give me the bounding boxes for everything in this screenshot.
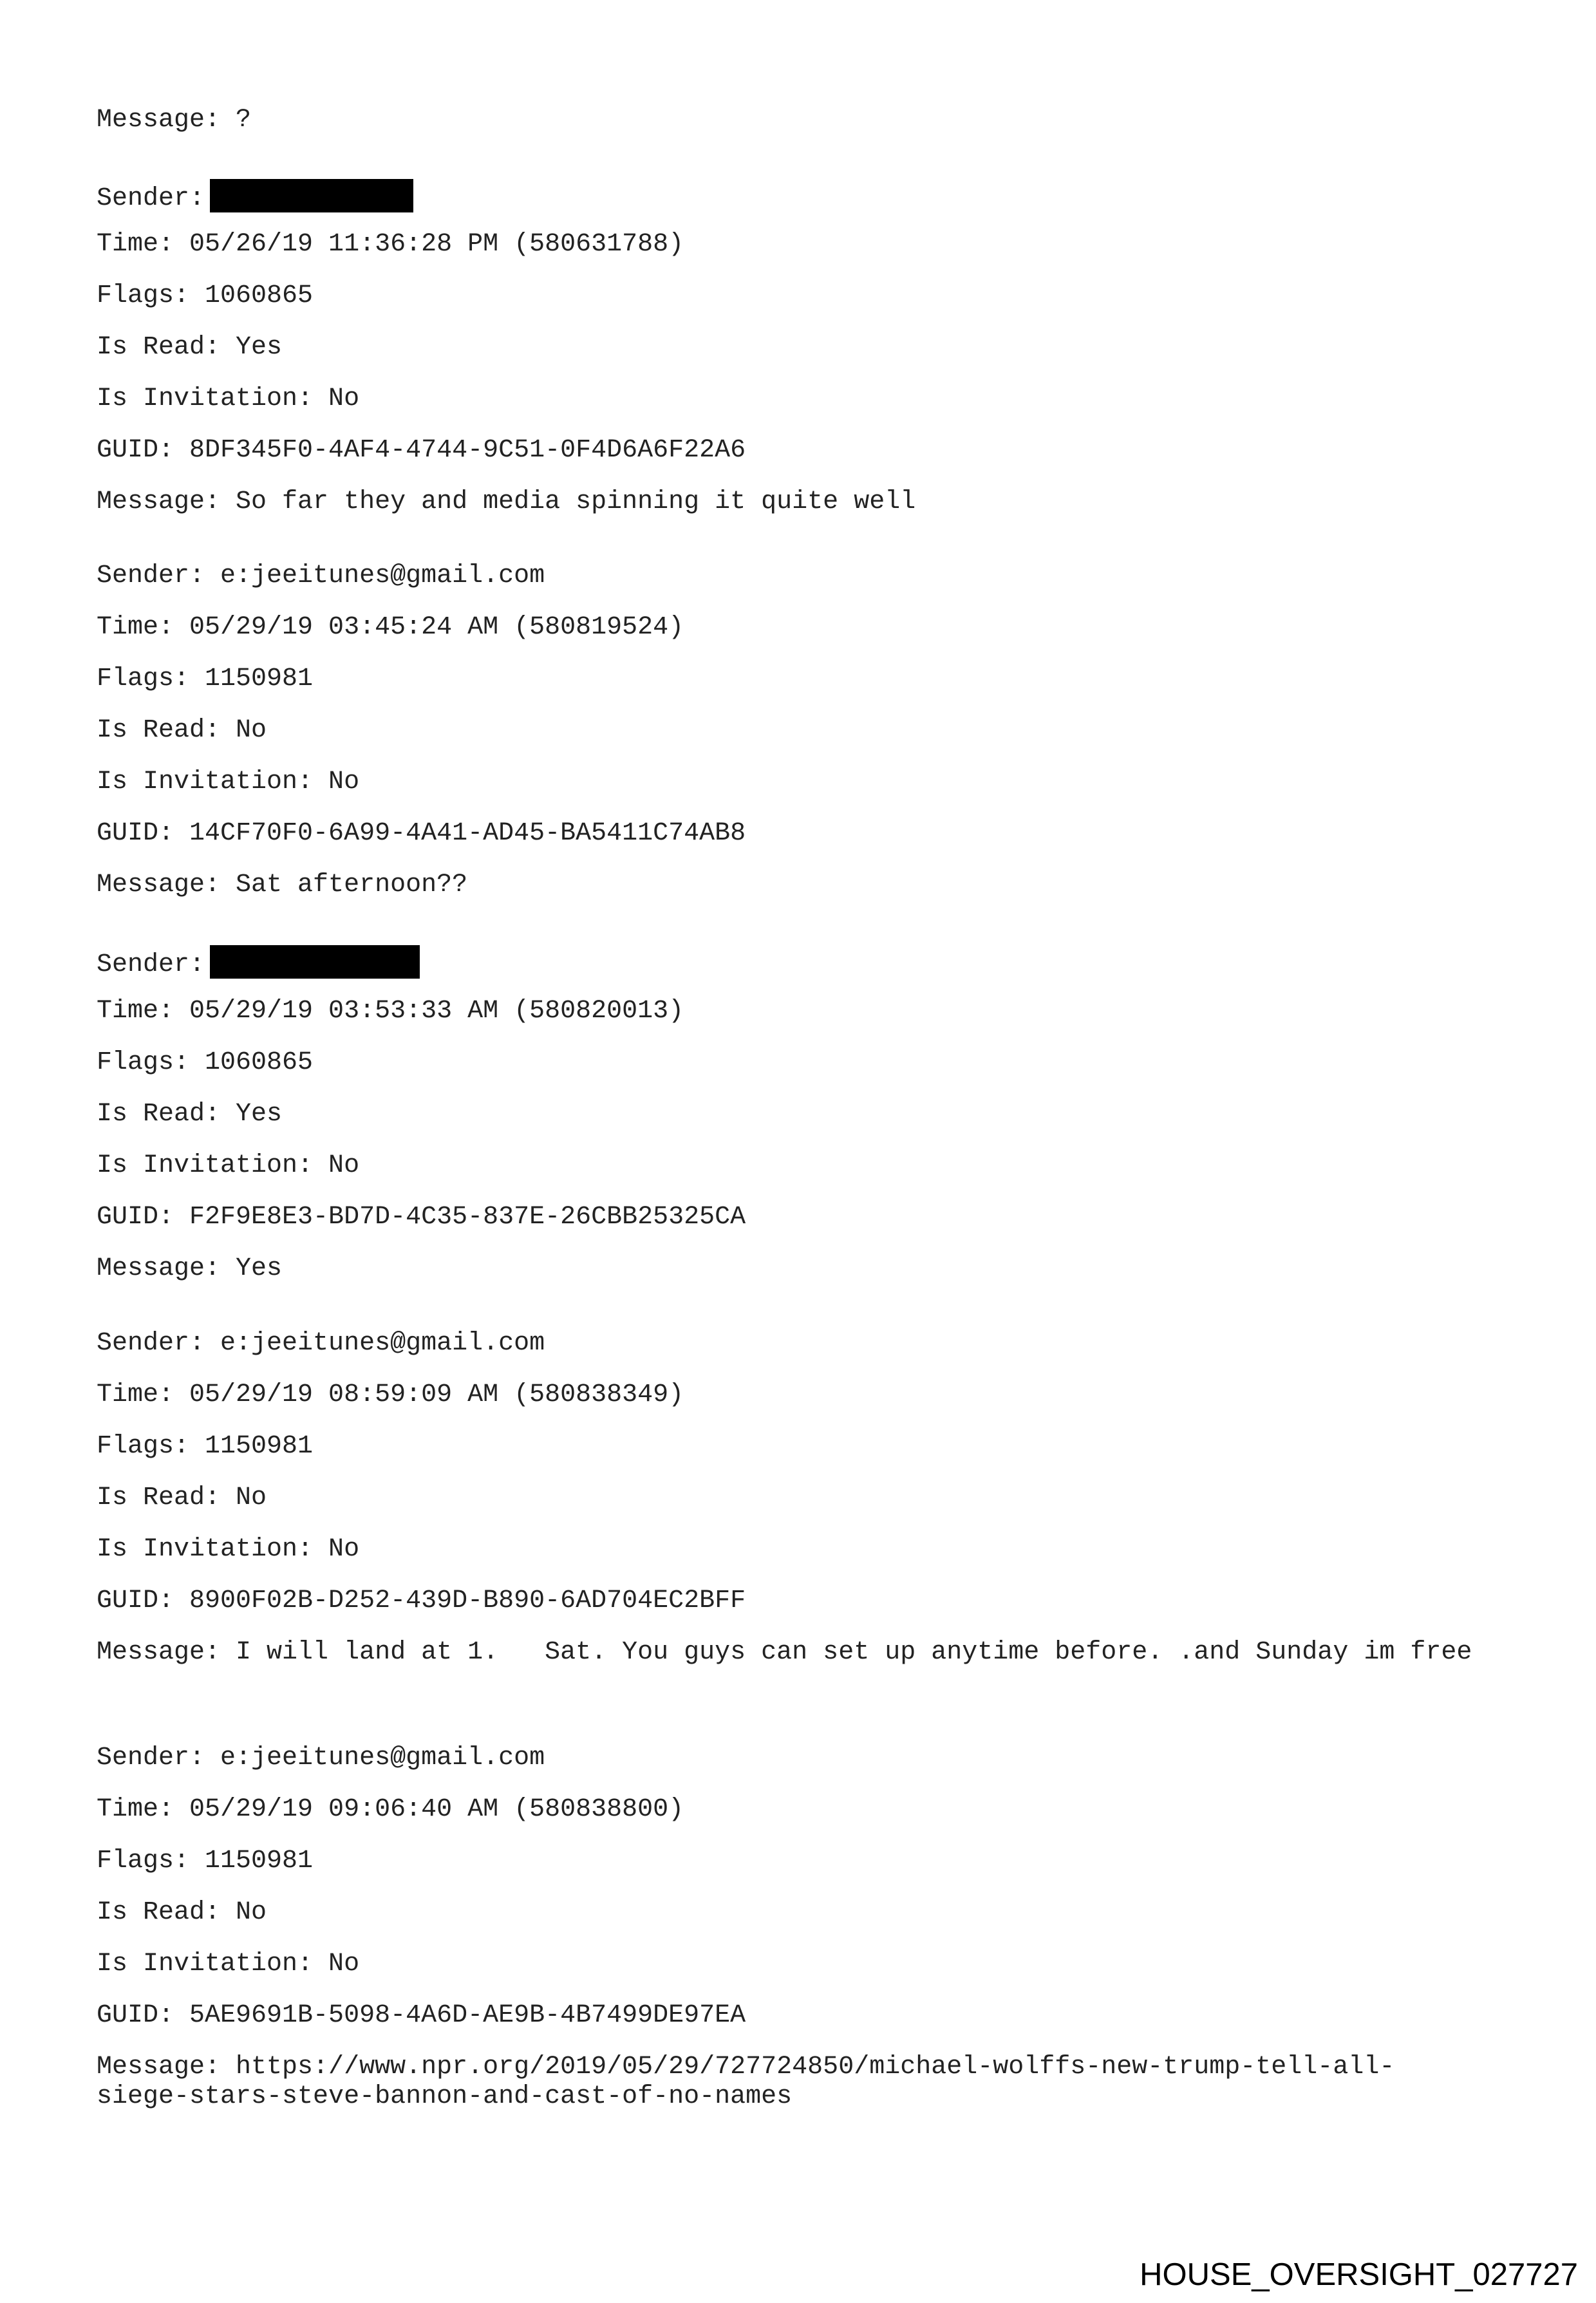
is-invitation-line: Is Invitation: No [97, 1151, 360, 1180]
flags-line: Flags: 1150981 [97, 1847, 314, 1875]
time-line: Time: 05/29/19 03:45:24 AM (580819524) [97, 613, 684, 642]
flags-line: Flags: 1150981 [97, 1432, 314, 1461]
sender-label: Sender: [97, 950, 205, 979]
sender-label: Sender: [97, 184, 205, 213]
bates-number: HOUSE_OVERSIGHT_027727 [1140, 2257, 1578, 2292]
guid-line: GUID: 8DF345F0-4AF4-4744-9C51-0F4D6A6F22A6 [97, 436, 746, 465]
flags-line: Flags: 1150981 [97, 664, 314, 693]
flags-line: Flags: 1060865 [97, 281, 314, 310]
sender-line: Sender: e:jeeitunes@gmail.com [97, 1744, 545, 1772]
sender-line [97, 179, 1481, 214]
redaction-box [210, 945, 420, 979]
message-text: Message: https://www.npr.org/2019/05/29/727724850/michael-wolffs-new-trump-tell-all-siege-stars-steve-bannon-and-cast-of-no-names [97, 2053, 1395, 2111]
message-text: Message: ? [97, 106, 252, 135]
time-line: Time: 05/26/19 11:36:28 PM (580631788) [97, 230, 684, 259]
sender-line: Sender: e:jeeitunes@gmail.com [97, 561, 545, 590]
message-text: Message: Yes [97, 1254, 283, 1283]
is-read-line: Is Read: Yes [97, 333, 283, 362]
guid-line: GUID: F2F9E8E3-BD7D-4C35-837E-26CBB25325CA [97, 1203, 746, 1232]
flags-line: Flags: 1060865 [97, 1048, 314, 1077]
is-read-line: Is Read: No [97, 716, 267, 745]
is-read-line: Is Read: No [97, 1483, 267, 1512]
is-invitation-line: Is Invitation: No [97, 384, 360, 413]
sender-line: Sender: e:jeeitunes@gmail.com [97, 1329, 545, 1358]
sender-line [97, 945, 1481, 980]
message-text: Message: I will land at 1. Sat. You guys can set up anytime before. .and Sunday im free [97, 1638, 1472, 1667]
guid-line: GUID: 14CF70F0-6A99-4A41-AD45-BA5411C74AB8 [97, 819, 746, 848]
time-line: Time: 05/29/19 09:06:40 AM (580838800) [97, 1795, 684, 1824]
guid-line: GUID: 8900F02B-D252-439D-B890-6AD704EC2BFF [97, 1586, 746, 1615]
message-text: Message: Sat afternoon?? [97, 870, 468, 899]
time-line: Time: 05/29/19 03:53:33 AM (580820013) [97, 997, 684, 1026]
is-read-line: Is Read: No [97, 1898, 267, 1927]
message-text: Message: So far they and media spinning it quite well [97, 487, 916, 516]
is-invitation-line: Is Invitation: No [97, 767, 360, 796]
redaction-box [210, 179, 413, 212]
is-invitation-line: Is Invitation: No [97, 1535, 360, 1564]
is-read-line: Is Read: Yes [97, 1100, 283, 1129]
guid-line: GUID: 5AE9691B-5098-4A6D-AE9B-4B7499DE97EA [97, 2001, 746, 2030]
is-invitation-line: Is Invitation: No [97, 1950, 360, 1979]
time-line: Time: 05/29/19 08:59:09 AM (580838349) [97, 1380, 684, 1409]
